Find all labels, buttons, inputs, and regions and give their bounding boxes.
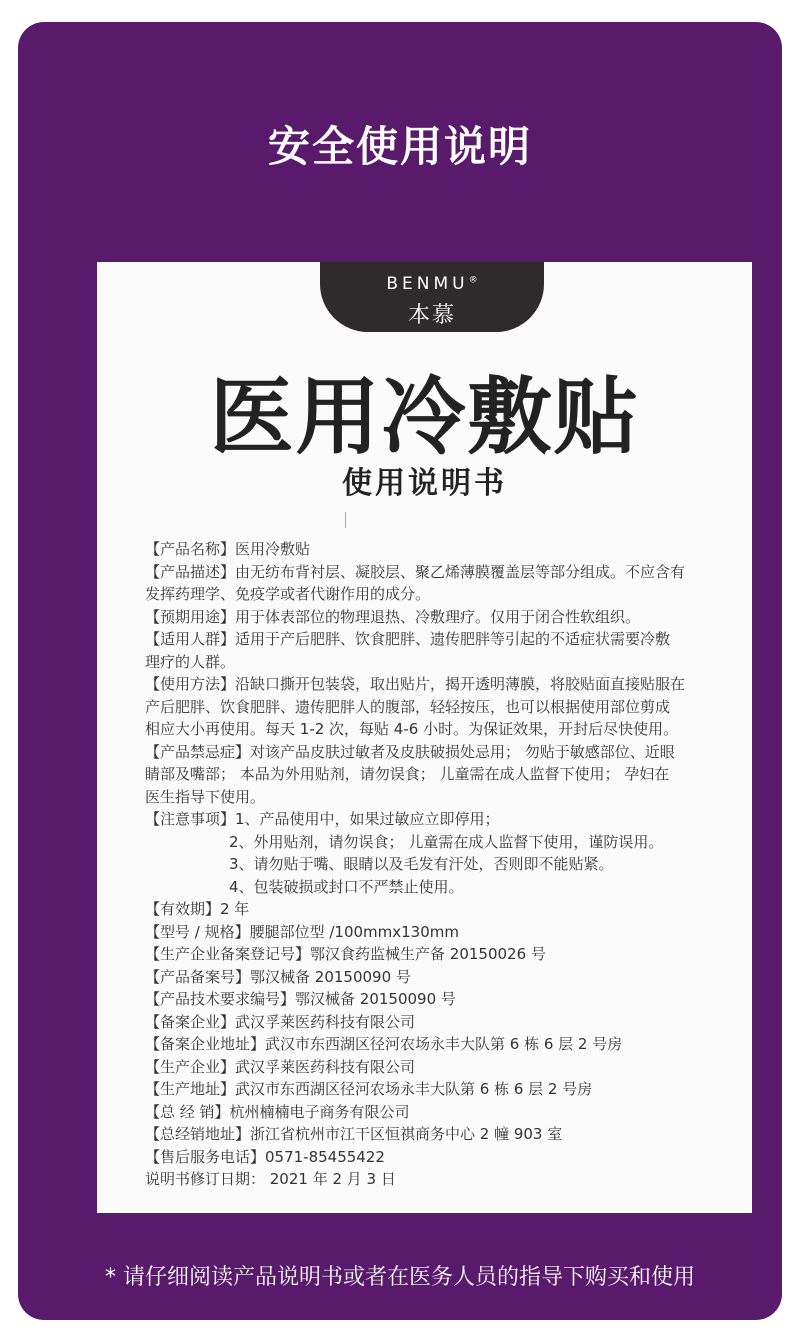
field-manufacturer: 【生产企业】武汉孚莱医药科技有限公司	[145, 1057, 416, 1076]
field-model-spec: 【型号 / 规格】腰腿部位型 /100mmx130mm	[145, 922, 459, 941]
brand-name-en: BENMU®	[386, 274, 478, 294]
product-title: 医用冷敷贴	[209, 367, 640, 466]
field-manufacturer-address: 【生产地址】武汉市东西湖区径河农场永丰大队第 6 栋 6 层 2 号房	[145, 1080, 593, 1098]
field-contraindications: 【产品禁忌症】对该产品皮肤过敏者及皮肤破损处忌用； 勿贴于敏感部位、近眼	[145, 742, 675, 761]
field-distributor-address: 【总经销地址】浙江省杭州市江干区恒祺商务中心 2 幢 903 室	[145, 1125, 563, 1143]
field-validity: 【有效期】2 年	[145, 900, 250, 918]
precaution-2: 2、外用贴剂，请勿误食； 儿童需在成人监督下使用，谨防误用。	[229, 832, 664, 851]
instruction-text	[145, 538, 725, 1191]
field-revision-date: 说明书修订日期： 2021 年 2 月 3 日	[145, 1170, 396, 1188]
divider	[345, 512, 346, 528]
field-target-users-cont: 理疗的人群。	[145, 652, 236, 671]
brand-name-cn: 本慕	[407, 303, 456, 328]
precaution-3: 3、请勿贴于嘴、眼睛以及毛发有汗处，否则即不能贴紧。	[229, 855, 614, 873]
field-distributor: 【总 经 销】杭州楠楠电子商务有限公司	[145, 1102, 410, 1121]
page-title: 安全使用说明	[267, 122, 532, 171]
field-production-record-no: 【生产企业备案登记号】鄂汉食药监械生产备 20150026 号	[145, 945, 546, 963]
field-precautions: 【注意事项】1、产品使用中，如果过敏应立即停用；	[145, 810, 500, 828]
field-product-record-no: 【产品备案号】鄂汉械备 20150090 号	[145, 967, 411, 986]
field-product-name: 【产品名称】医用冷敷贴	[145, 540, 311, 558]
field-service-phone: 【售后服务电话】0571-85455422	[145, 1147, 385, 1166]
field-tech-requirement-no: 【产品技术要求编号】鄂汉械备 20150090 号	[145, 990, 456, 1008]
field-usage-cont-2: 相应大小再使用。每天 1-2 次，每贴 4-6 小时。为保证效果，开封后尽快使用。	[145, 720, 679, 738]
field-contraindications-cont-1: 睛部及嘴部； 本品为外用贴剂，请勿误食； 儿童需在成人监督下使用； 孕妇在	[145, 765, 670, 783]
field-usage-cont-1: 产后肥胖、饮食肥胖、遗传肥胖人的腹部，轻轻按压，也可以根据使用部位剪成	[145, 697, 671, 716]
field-description-cont: 发挥药理学、免疫学或者代谢作用的成分。	[145, 585, 431, 603]
manual-subtitle: 使用说明书	[342, 466, 507, 501]
brand-logo	[320, 262, 544, 332]
precaution-4: 4、包装破损或封口不严禁止使用。	[229, 877, 464, 896]
instruction-sheet	[97, 262, 752, 1213]
field-record-company: 【备案企业】武汉孚莱医药科技有限公司	[145, 1012, 416, 1031]
footer-note: * 请仔细阅读产品说明书或者在医务人员的指导下购买和使用	[105, 1265, 695, 1290]
purple-frame	[18, 22, 782, 1320]
registered-mark: ®	[468, 275, 478, 286]
field-intended-use: 【预期用途】用于体表部位的物理退热、冷敷理疗。仅用于闭合性软组织。	[145, 607, 641, 626]
field-usage: 【使用方法】沿缺口撕开包装袋，取出贴片，揭开透明薄膜，将胶贴面直接贴服在	[145, 675, 686, 693]
field-description: 【产品描述】由无纺布背衬层、凝胶层、聚乙烯薄膜覆盖层等部分组成。不应含有	[145, 562, 686, 581]
field-record-company-address: 【备案企业地址】武汉市东西湖区径河农场永丰大队第 6 栋 6 层 2 号房	[145, 1035, 623, 1053]
field-target-users: 【适用人群】适用于产后肥胖、饮食肥胖、遗传肥胖等引起的不适症状需要冷敷	[145, 630, 671, 648]
field-contraindications-cont-2: 医生指导下使用。	[145, 787, 266, 806]
